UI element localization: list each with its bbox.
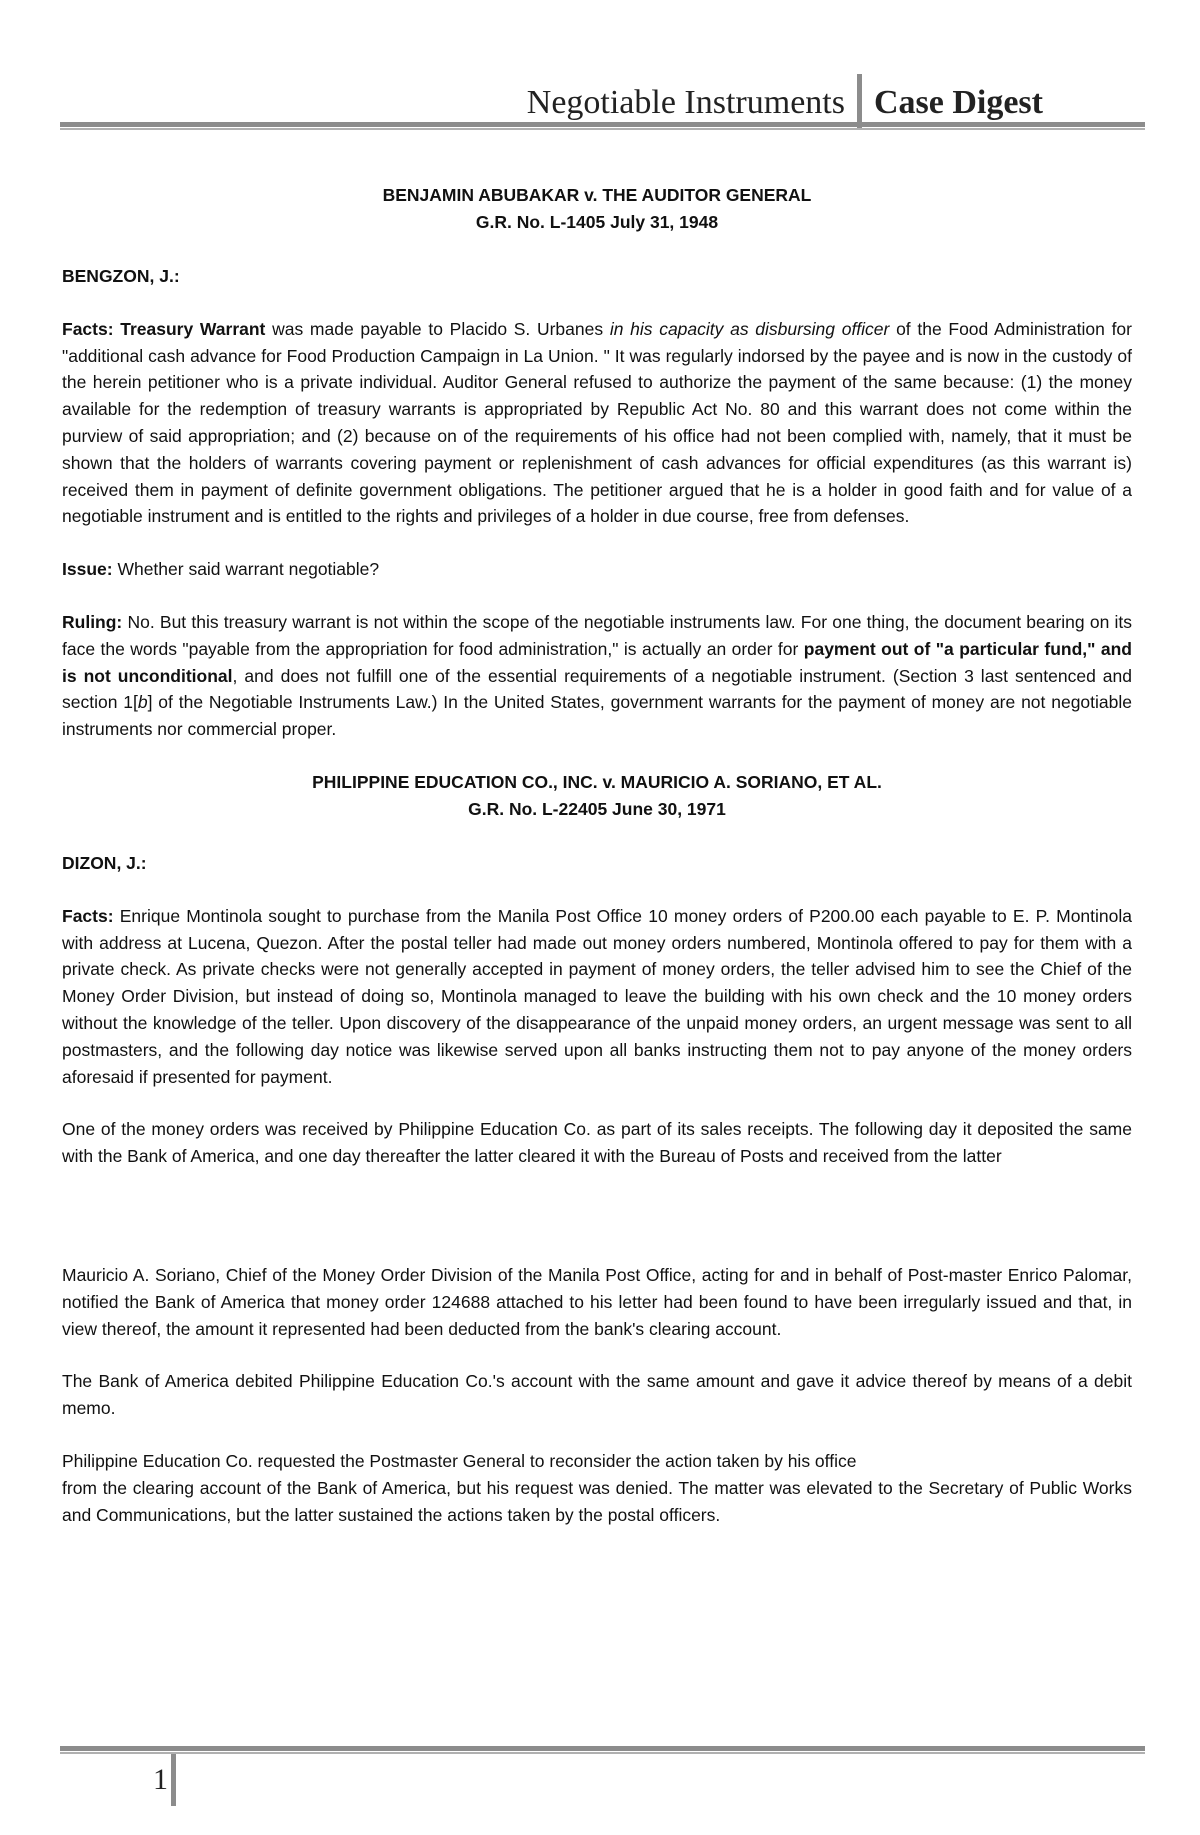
facts-bold-term: Treasury Warrant [120,318,266,339]
issue-text: Whether said warrant negotiable? [112,559,380,580]
case-1-issue [62,556,1132,583]
case-1-ruling [62,609,1132,743]
ruling-label: Ruling: [62,611,123,632]
case-2-facts [62,903,1132,1091]
case-1-title: BENJAMIN ABUBAKAR v. THE AUDITOR GENERAL [382,185,812,205]
ruling-italic-text: b [137,692,148,713]
case-2-title: PHILIPPINE EDUCATION CO., INC. v. MAURICIO A. SORIANO, ET AL. [312,771,882,792]
ruling-text-2: , and does not fulfill one of the essential requirements of a negotiable instrument. (Section 3 last sentenced and section 1[ [62,665,1132,713]
paragraph-5-line-1: Philippine Education Co. requested the Postmaster General to reconsider the action taken by his office [62,1450,857,1471]
page-header [527,74,1043,122]
case-2-paragraph-4: The Bank of America debited Philippine Education Co.'s account with the same amount and gave it advice thereof by means of a debit memo. [62,1371,1132,1419]
footer-separator [171,1754,176,1806]
header-title: Negotiable Instruments [526,84,845,121]
paragraph-5-rest: from the clearing account of the Bank of America, but his request was denied. The matter was elevated to the Secretary of Public Works and Communications, but the latter sustained the actions taken by the postal officers. [62,1477,1132,1525]
facts-text-2: of the Food Administration for "additional cash advance for Food Production Campaign in La Union. " It was regularly indorsed by the payee and is now in the custody of the herein petitioner who is a private individual. Auditor General refused to authorize the payment of the same because: (1) the money available for the redemption of treasury warrants is appropriated by Republic Act No. 80 and this warrant does not come within the purview of said appropriation; and (2) because on of the requirements of his office had not been complied with, namely, that it must be shown that the holders of warrants covering payment or replenishment of cash advances for official expenditures (as this warrant is) received them in payment of definite government obligations. The petitioner argued that he is a holder in good faith and for value of a negotiable instrument and is entitled to the rights and privileges of a holder in due course, free from defenses. [62,318,1132,527]
header-rule-thin [60,128,1145,130]
ruling-bold-text: payment out of "a particular fund," and is not unconditional [62,638,1132,686]
header-rule [60,122,1145,127]
case-2-paragraph-5 [62,1448,1132,1528]
footer-rule-thin [60,1752,1145,1754]
facts-italic-text: in his capacity as disbursing officer [609,318,890,339]
ruling-text-3: ] of the Negotiable Instruments Law.) In the United States, government warrants for the payment of money are not negotiable instruments nor commercial proper. [62,692,1132,740]
facts-label: Facts: [62,905,114,926]
case-1-gr-number: G.R. No. L-1405 July 31, 1948 [475,212,719,232]
facts-text-1: was made payable to Placido S. Urbanes [265,318,610,339]
case-1-facts [62,316,1132,530]
case-2-gr-number: G.R. No. L-22405 June 30, 1971 [468,798,726,819]
issue-label: Issue: [62,559,113,580]
case-1-judge: BENGZON, J.: [62,266,180,286]
case-2-paragraph-2: One of the money orders was received by Philippine Education Co. as part of its sales receipts. The following day it deposited the same with the Bank of America, and one day thereafter the latter cleared it with the Bureau of Posts and received from the latter [62,1119,1132,1167]
ruling-text-1: No. But this treasury warrant is not within the scope of the negotiable instruments law. For one thing, the document bearing on its face the words "payable from the appropriation for food administration," is actually an order for [62,611,1132,659]
facts-label: Facts: [62,318,114,339]
header-digest-label: Case Digest [873,84,1043,121]
facts-text: Enrique Montinola sought to purchase from the Manila Post Office 10 money orders of P200.00 each payable to E. P. Montinola with address at Lucena, Quezon. After the postal teller had made out money orders numbered, Montinola offered to pay for them with a private check. As private checks were not generally accepted in payment of money orders, the teller advised him to see the Chief of the Money Order Division, but instead of doing so, Montinola managed to leave the building with his own check and the 10 money orders without the knowledge of the teller. Upon discovery of the disappearance of the unpaid money orders, an urgent message was sent to all postmasters, and the following day notice was likewise served upon all banks instructing them not to pay anyone of the money orders aforesaid if presented for payment. [62,905,1132,1087]
case-2-judge: DIZON, J.: [62,852,147,873]
footer-rule [60,1746,1145,1751]
case-2 [62,769,1132,1528]
document-body [62,182,1132,1528]
blank-gap [62,1170,1132,1262]
page-number: 1 [153,1763,168,1796]
case-1 [62,182,1132,743]
case-2-paragraph-3: Mauricio A. Soriano, Chief of the Money Order Division of the Manila Post Office, acting for and in behalf of Post-master Enrico Palomar, notified the Bank of America that money order 124688 attached to his letter had been found to have been irregularly issued and that, in view thereof, the amount it represented had been deducted from the bank's clearing account. [62,1264,1132,1339]
